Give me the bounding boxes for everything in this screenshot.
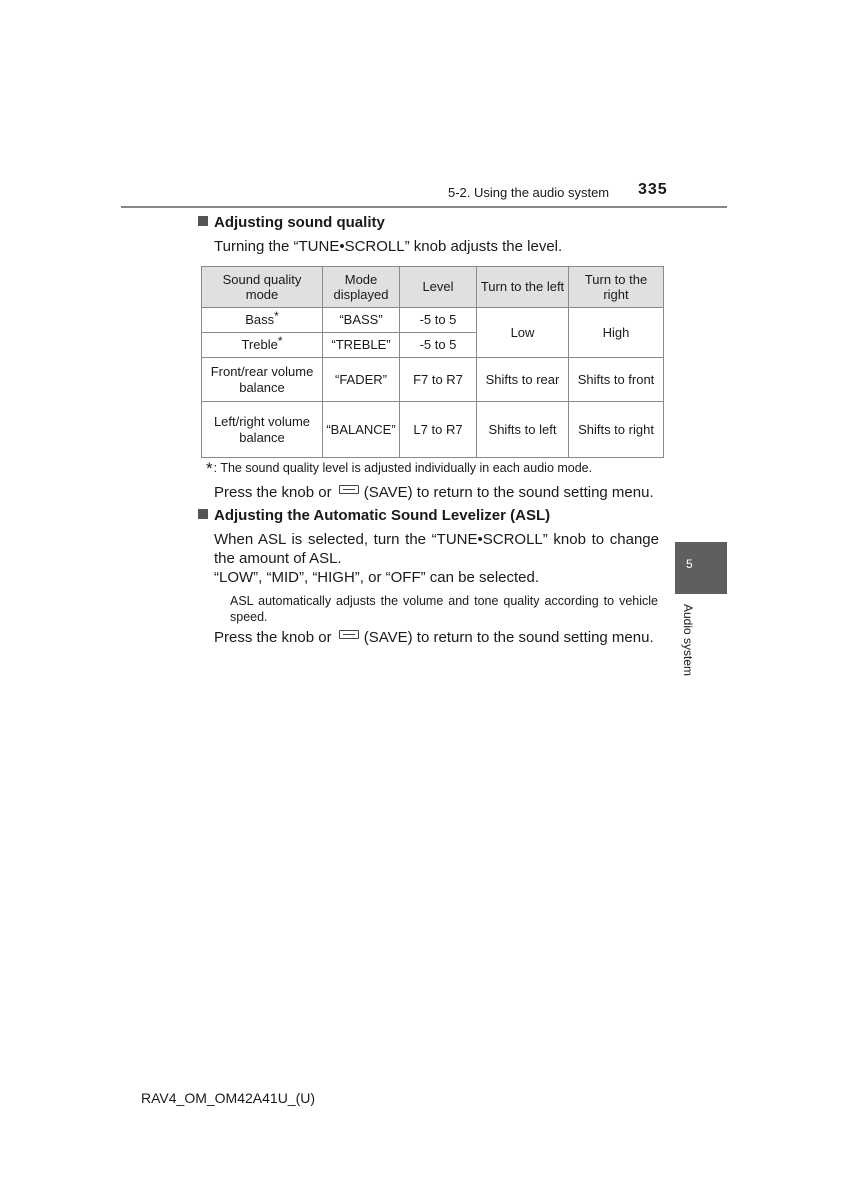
heading-text: Adjusting the Automatic Sound Levelizer (ASL) — [214, 507, 551, 524]
intro-text: Turning the “TUNE•SCROLL” knob adjusts the level. — [214, 238, 563, 255]
instruction-text: (SAVE) to return to the sound setting menu. — [363, 484, 654, 501]
table-cell: Shifts to rear — [477, 358, 569, 402]
column-header: Turn to the right — [569, 267, 664, 308]
instruction-text: (SAVE) to return to the sound setting menu. — [363, 629, 654, 646]
chapter-tab — [675, 542, 727, 594]
column-header: Level — [400, 267, 477, 308]
table-cell: “BASS” — [323, 308, 400, 333]
sound-quality-table — [201, 266, 664, 458]
page-number: 335 — [638, 181, 668, 198]
table-cell: -5 to 5 — [400, 333, 477, 358]
column-header: Sound quality mode — [202, 267, 323, 308]
heading-text: Adjusting sound quality — [214, 214, 385, 231]
asl-line: “LOW”, “MID”, “HIGH”, or “OFF” can be selected. — [214, 569, 540, 586]
asl-note: ASL automatically adjusts the volume and tone quality according to vehicle speed. — [230, 594, 658, 624]
table-cell: Front/rear volume balance — [202, 358, 323, 402]
square-bullet-icon — [198, 509, 208, 519]
mode-name: Bass — [245, 312, 275, 328]
table-row — [202, 402, 664, 458]
table-cell: -5 to 5 — [400, 308, 477, 333]
table-cell: Low — [477, 308, 569, 358]
table-cell: Left/right volume balance — [202, 402, 323, 458]
footnote-asterisk: * — [206, 459, 213, 478]
table-footnote — [206, 459, 592, 479]
save-button-icon — [339, 485, 359, 494]
table-cell — [202, 308, 323, 333]
heading-sound-quality — [198, 214, 385, 231]
table-cell: “FADER” — [323, 358, 400, 402]
section-title: 5-2. Using the audio system — [448, 185, 610, 200]
asl-paragraph — [214, 530, 659, 587]
save-instruction — [214, 483, 654, 502]
chapter-label: Audio system — [681, 604, 695, 677]
table-row — [202, 358, 664, 402]
save-button-icon — [339, 630, 359, 639]
document-footer: RAV4_OM_OM42A41U_(U) — [141, 1090, 316, 1106]
instruction-text: Press the knob or — [214, 629, 332, 646]
asl-line: the amount of ASL. — [214, 550, 342, 567]
table-cell: “TREBLE” — [323, 333, 400, 358]
table-row — [202, 308, 664, 333]
asterisk-mark: * — [274, 309, 279, 324]
instruction-text: Press the knob or — [214, 484, 332, 501]
table-cell: Shifts to left — [477, 402, 569, 458]
header-rule — [121, 206, 727, 208]
save-instruction — [214, 628, 654, 647]
table-cell: Shifts to front — [569, 358, 664, 402]
column-header: Turn to the left — [477, 267, 569, 308]
column-header: Mode displayed — [323, 267, 400, 308]
chapter-number: 5 — [686, 557, 693, 571]
table-cell — [202, 333, 323, 358]
table-cell: F7 to R7 — [400, 358, 477, 402]
mode-name: Treble — [241, 337, 278, 353]
square-bullet-icon — [198, 216, 208, 226]
footnote-text: : The sound quality level is adjusted individually in each audio mode. — [213, 461, 593, 475]
asterisk-mark: * — [277, 334, 283, 349]
asl-line: When ASL is selected, turn the “TUNE•SCROLL” knob to change — [214, 531, 659, 548]
table-cell: High — [569, 308, 664, 358]
table-cell: Shifts to right — [569, 402, 664, 458]
heading-asl — [198, 507, 550, 524]
table-cell: L7 to R7 — [400, 402, 477, 458]
table-header-row — [202, 267, 664, 308]
table-cell: “BALANCE” — [323, 402, 400, 458]
